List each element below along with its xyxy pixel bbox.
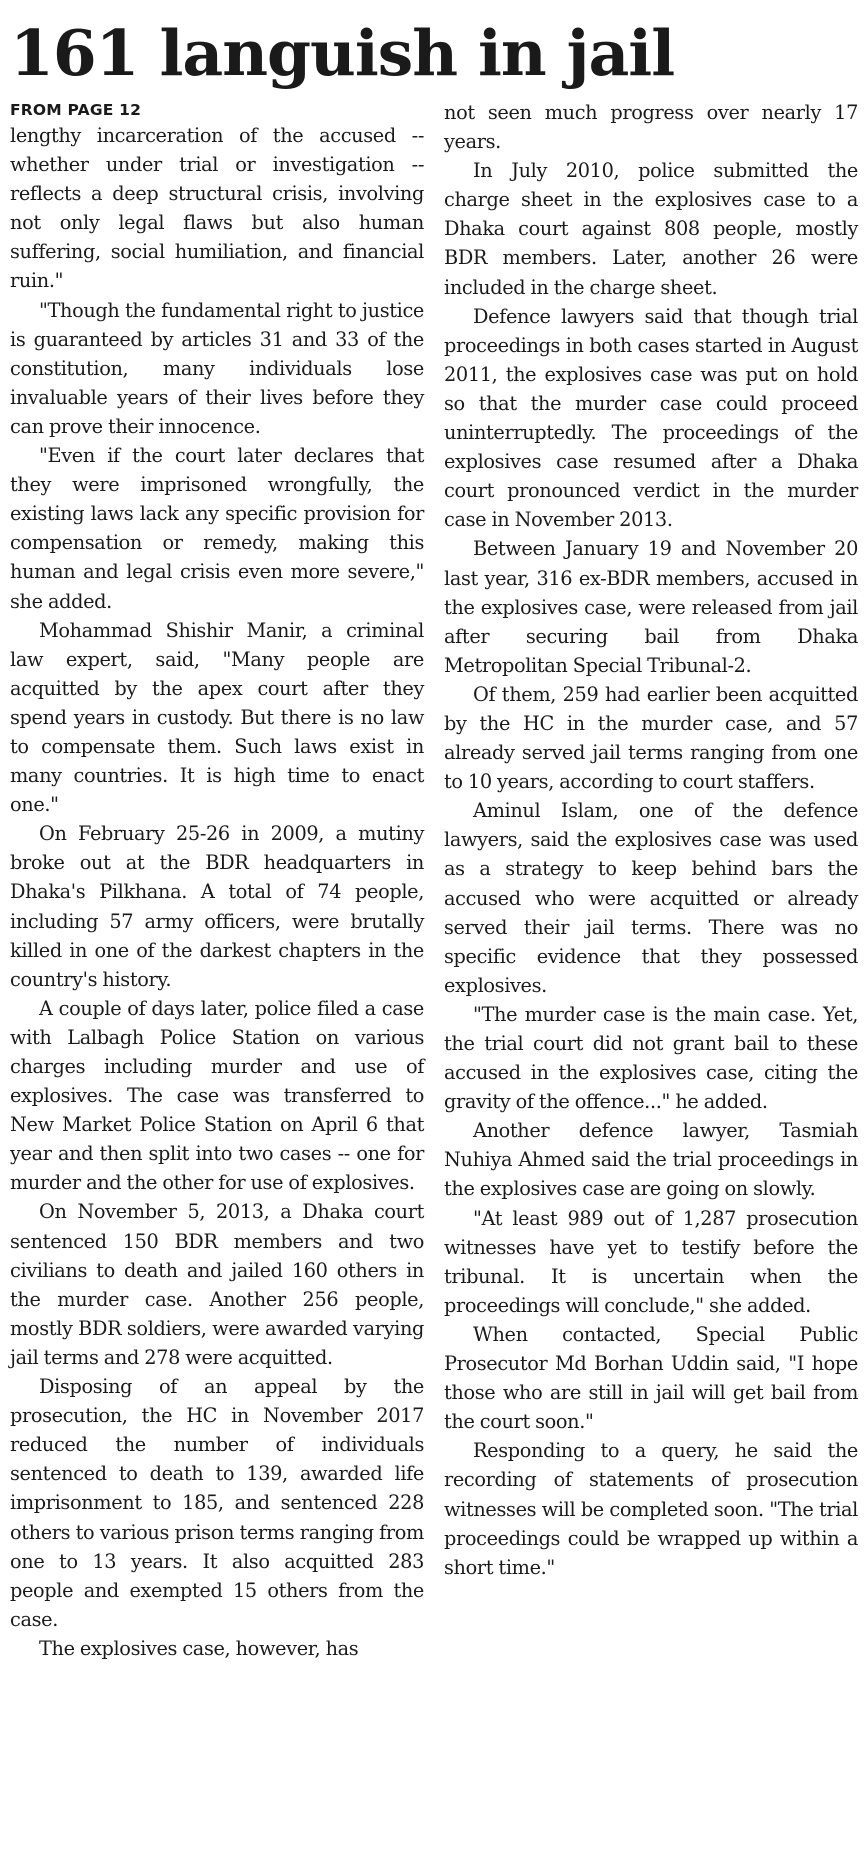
paragraph: Disposing of an appeal by the prosecution, the HC in November 2017 reduced the number of individuals sentenced to death to 139, awarded life imprisonment to 185, and sentenced 228 others to various prison terms ranging from one to 13 years. It also acquitted 283 people and exempted 15 others from the case. xyxy=(10,1375,424,1631)
left-column xyxy=(10,100,424,1866)
paragraph: not seen much progress over nearly 17 years. xyxy=(444,101,858,154)
paragraph: Responding to a query, he said the recording of statements of prosecution witnesses will be completed soon. "The trial proceedings could be wrapped up within a short time." xyxy=(444,1439,858,1579)
paragraph: "The murder case is the main case. Yet, the trial court did not grant bail to these accused in the explosives case, citing the gravity of the offence..." he added. xyxy=(444,1002,858,1114)
paragraph: On November 5, 2013, a Dhaka court sentenced 150 BDR members and two civilians to death and jailed 160 others in the murder case. Another 256 people, mostly BDR soldiers, were awarded varying jail terms and 278 were acquitted. xyxy=(10,1200,424,1369)
continued-from-label: FROM PAGE 12 xyxy=(10,101,142,119)
paragraph: Of them, 259 had earlier been acquitted by the HC in the murder case, and 57 already served jail terms ranging from one to 10 years, according to court staffers. xyxy=(444,682,858,794)
article-body xyxy=(10,100,858,1866)
paragraph: Between January 19 and November 20 last year, 316 ex-BDR members, accused in the explosives case, were released from jail after securing bail from Dhaka Metropolitan Special Tribunal-2. xyxy=(444,537,858,677)
paragraph: Aminul Islam, one of the defence lawyers, said the explosives case was used as a strategy to keep behind bars the accused who were acquitted or already served their jail terms. There was no specific evidence that they possessed explosives. xyxy=(444,799,858,997)
paragraph: On February 25-26 in 2009, a mutiny broke out at the BDR headquarters in Dhaka's Pilkhana. A total of 74 people, including 57 army officers, were brutally killed in one of the darkest chapters in the country's history. xyxy=(10,822,424,991)
paragraph: "Even if the court later declares that they were imprisoned wrongfully, the existing laws lack any specific provision for compensation or remedy, making this human and legal crisis even more severe," she added. xyxy=(10,444,424,613)
headline: 161 languish in jail xyxy=(10,16,675,90)
paragraph: Another defence lawyer, Tasmiah Nuhiya Ahmed said the trial proceedings in the explosives case are going on slowly. xyxy=(444,1119,858,1201)
paragraph: When contacted, Special Public Prosecutor Md Borhan Uddin said, "I hope those who are still in jail will get bail from the court soon." xyxy=(444,1322,858,1434)
paragraph: "Though the fundamental right to justice is guaranteed by articles 31 and 33 of the constitution, many individuals lose invaluable years of their lives before they can prove their innocence. xyxy=(10,298,424,438)
paragraph: "At least 989 out of 1,287 prosecution witnesses have yet to testify before the tribunal. It is uncertain when the proceedings will conclude," she added. xyxy=(444,1206,858,1317)
paragraph: In July 2010, police submitted the charge sheet in the explosives case to a Dhaka court against 808 people, mostly BDR members. Later, another 26 were included in the charge sheet. xyxy=(444,159,858,299)
paragraph: The explosives case, however, has xyxy=(39,1636,359,1660)
paragraph: Mohammad Shishir Manir, a criminal law expert, said, "Many people are acquitted by the apex court after they spend years in custody. But there is no law to compensate them. Such laws exist in many countries. It is high time to enact one." xyxy=(10,618,424,817)
paragraph: lengthy incarceration of the accused -- whether under trial or investigation -- reflects a deep structural crisis, involving not only legal flaws but also human suffering, social humiliation, and financial ruin." xyxy=(10,124,424,293)
paragraph: Defence lawyers said that though trial proceedings in both cases started in August 2011, the explosives case was put on hold so that the murder case could proceed uninterruptedly. The proceedings of the explosives case resumed after a Dhaka court pronounced verdict in the murder case in November 2013. xyxy=(444,304,858,532)
right-column xyxy=(444,98,858,1866)
paragraph: A couple of days later, police filed a case with Lalbagh Police Station on various charges including murder and use of explosives. The case was transferred to New Market Police Station on April 6 that year and then split into two cases -- one for murder and the other for use of explosives. xyxy=(10,996,424,1195)
